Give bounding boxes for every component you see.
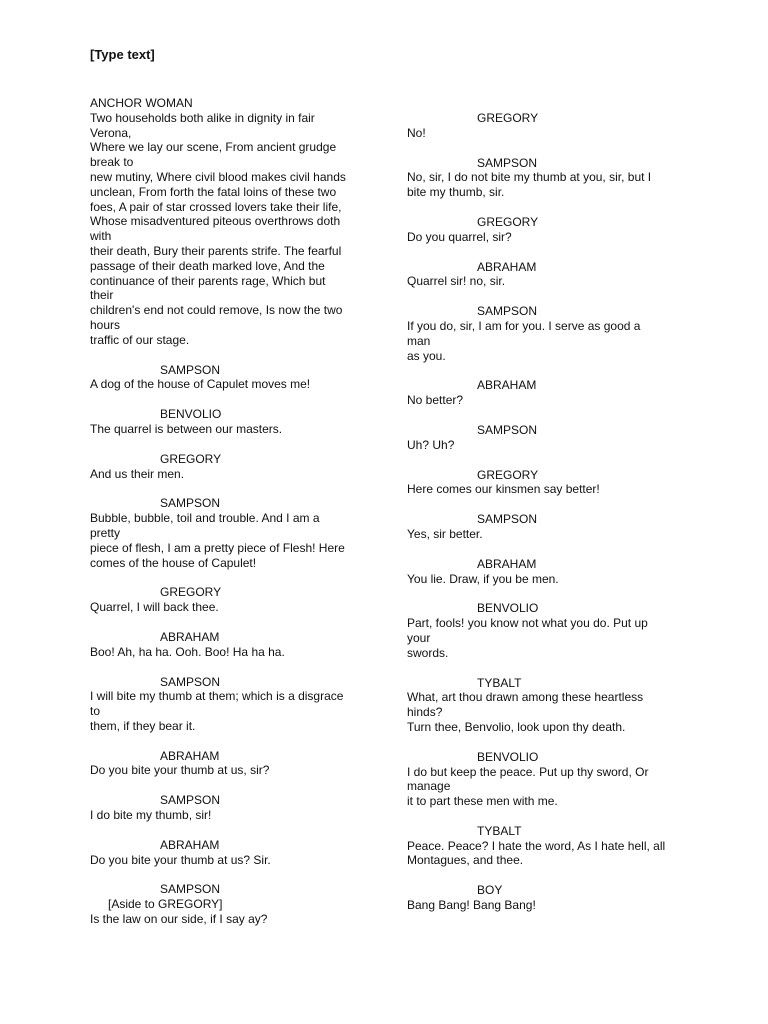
dialogue-block	[407, 156, 697, 200]
dialogue-line: it to part these men with me.	[407, 794, 558, 809]
dialogue-line: your	[407, 630, 431, 645]
dialogue-line: What, art thou drawn among these heartless	[407, 690, 644, 705]
dialogue-line: children's end not could remove, Is now the two	[90, 303, 343, 318]
speaker-name: TYBALT	[477, 675, 522, 690]
dialogue-line: hinds?	[407, 705, 443, 720]
speaker-name: ABRAHAM	[477, 259, 537, 274]
dialogue-block	[407, 557, 697, 587]
speaker-name: BENVOLIO	[477, 601, 539, 616]
dialogue-line: I will bite my thumb at them; which is a disgrace	[90, 689, 344, 704]
speaker-name: BOY	[477, 883, 503, 898]
dialogue-line: Do you quarrel, sir?	[407, 229, 512, 244]
dialogue-line: to	[90, 704, 101, 719]
dialogue-line: their	[90, 288, 114, 303]
speaker-name: ABRAHAM	[477, 378, 537, 393]
dialogue-block	[407, 750, 697, 809]
dialogue-line: Yes, sir better.	[407, 526, 483, 541]
dialogue-block	[407, 676, 697, 735]
dialogue-line: If you do, sir, I am for you. I serve as good a	[407, 318, 641, 333]
dialogue-block	[407, 468, 697, 498]
dialogue-line: Here comes our kinsmen say better!	[407, 482, 600, 497]
dialogue-block	[90, 96, 372, 348]
speaker-name: ABRAHAM	[160, 748, 220, 763]
dialogue-line: Boo! Ah, ha ha. Ooh. Boo! Ha ha ha.	[90, 644, 285, 659]
dialogue-line: their death, Bury their parents strife. The fearful	[90, 243, 342, 258]
dialogue-line: as you.	[407, 348, 446, 363]
page-header: [Type text]	[90, 47, 155, 62]
speaker-name: SAMPSON	[160, 882, 221, 897]
script-column-left	[90, 96, 372, 942]
dialogue-block	[407, 601, 697, 660]
speaker-name: ABRAHAM	[160, 629, 220, 644]
dialogue-block	[407, 883, 697, 913]
dialogue-block	[90, 452, 372, 482]
dialogue-block	[407, 260, 697, 290]
dialogue-block	[90, 675, 372, 734]
dialogue-block	[90, 793, 372, 823]
dialogue-block	[90, 630, 372, 660]
speaker-name: ANCHOR WOMAN	[90, 96, 193, 110]
dialogue-line: Whose misadventured piteous overthrows doth	[90, 214, 341, 229]
dialogue-line: man	[407, 333, 431, 348]
dialogue-block	[90, 838, 372, 868]
dialogue-block	[407, 304, 697, 363]
dialogue-line: Montagues, and thee.	[407, 853, 524, 868]
dialogue-line: Do you bite your thumb at us? Sir.	[90, 852, 271, 867]
dialogue-line: Verona,	[90, 125, 132, 140]
dialogue-line: Peace. Peace? I hate the word, As I hate hell, all	[407, 838, 666, 853]
speaker-name: SAMPSON	[160, 362, 221, 377]
dialogue-line: comes of the house of Capulet!	[90, 555, 257, 570]
dialogue-line: And us their men.	[90, 466, 185, 481]
dialogue-line: unclean, From forth the fatal loins of these two	[90, 184, 337, 199]
dialogue-line: bite my thumb, sir.	[407, 185, 505, 200]
dialogue-line: Uh? Uh?	[407, 437, 455, 452]
dialogue-block	[90, 585, 372, 615]
speaker-name: GREGORY	[160, 451, 222, 466]
dialogue-block	[407, 824, 697, 868]
dialogue-line: No, sir, I do not bite my thumb at you, sir, but I	[407, 170, 652, 185]
dialogue-line: You lie. Draw, if you be men.	[407, 571, 559, 586]
dialogue-line: Quarrel sir! no, sir.	[407, 274, 506, 289]
dialogue-line: hours	[90, 317, 121, 332]
dialogue-line: Do you bite your thumb at us, sir?	[90, 763, 270, 778]
dialogue-line: piece of flesh, I am a pretty piece of Flesh! Here	[90, 540, 345, 555]
dialogue-line: break to	[90, 155, 134, 170]
speaker-name: SAMPSON	[477, 422, 538, 437]
speaker-name: BENVOLIO	[477, 749, 539, 764]
speaker-name: SAMPSON	[160, 674, 221, 689]
dialogue-line: Bubble, bubble, toil and trouble. And I am a	[90, 511, 320, 526]
dialogue-line: manage	[407, 779, 451, 794]
script-column-right	[407, 111, 697, 928]
dialogue-line: new mutiny, Where civil blood makes civil hands	[90, 169, 346, 184]
stage-direction: [Aside to GREGORY]	[108, 897, 223, 912]
dialogue-line: traffic of our stage.	[90, 332, 190, 347]
speaker-name: SAMPSON	[477, 155, 538, 170]
speaker-name: ABRAHAM	[477, 556, 537, 571]
dialogue-line: Part, fools! you know not what you do. Put up	[407, 616, 648, 631]
speaker-name: GREGORY	[477, 467, 539, 482]
dialogue-line: Where we lay our scene, From ancient grudge	[90, 140, 337, 155]
dialogue-block	[407, 111, 697, 141]
speaker-name: ABRAHAM	[160, 837, 220, 852]
speaker-name: BENVOLIO	[160, 407, 222, 422]
dialogue-block	[90, 749, 372, 779]
dialogue-line: Bang Bang! Bang Bang!	[407, 898, 536, 913]
dialogue-line: I do bite my thumb, sir!	[90, 808, 212, 823]
speaker-name: GREGORY	[477, 214, 539, 229]
dialogue-line: Turn thee, Benvolio, look upon thy death.	[407, 719, 626, 734]
dialogue-line: Two households both alike in dignity in fair	[90, 110, 315, 125]
dialogue-line: Is the law on our side, if I say ay?	[90, 912, 268, 927]
dialogue-line: No better?	[407, 393, 464, 408]
dialogue-block	[407, 378, 697, 408]
dialogue-line: I do but keep the peace. Put up thy sword, Or	[407, 764, 649, 779]
dialogue-line: continuance of their parents rage, Which but	[90, 273, 326, 288]
speaker-name: SAMPSON	[477, 512, 538, 527]
dialogue-block	[407, 423, 697, 453]
speaker-name: GREGORY	[477, 111, 539, 125]
dialogue-block	[407, 215, 697, 245]
dialogue-line: No!	[407, 125, 426, 140]
dialogue-block	[407, 512, 697, 542]
speaker-name: SAMPSON	[160, 496, 221, 511]
dialogue-line: foes, A pair of star crossed lovers take their life,	[90, 199, 342, 214]
dialogue-line: pretty	[90, 525, 121, 540]
dialogue-line: A dog of the house of Capulet moves me!	[90, 377, 311, 392]
dialogue-line: swords.	[407, 645, 449, 660]
dialogue-line: them, if they bear it.	[90, 718, 196, 733]
dialogue-block	[90, 882, 372, 926]
dialogue-line: The quarrel is between our masters.	[90, 421, 283, 436]
dialogue-line: with	[90, 229, 112, 244]
speaker-name: TYBALT	[477, 823, 522, 838]
dialogue-block	[90, 363, 372, 393]
speaker-name: SAMPSON	[160, 793, 221, 808]
dialogue-block	[90, 407, 372, 437]
speaker-name: GREGORY	[160, 585, 222, 600]
dialogue-line: Quarrel, I will back thee.	[90, 600, 219, 615]
speaker-name: SAMPSON	[477, 304, 538, 319]
dialogue-block	[90, 496, 372, 570]
dialogue-line: passage of their death marked love, And the	[90, 258, 325, 273]
